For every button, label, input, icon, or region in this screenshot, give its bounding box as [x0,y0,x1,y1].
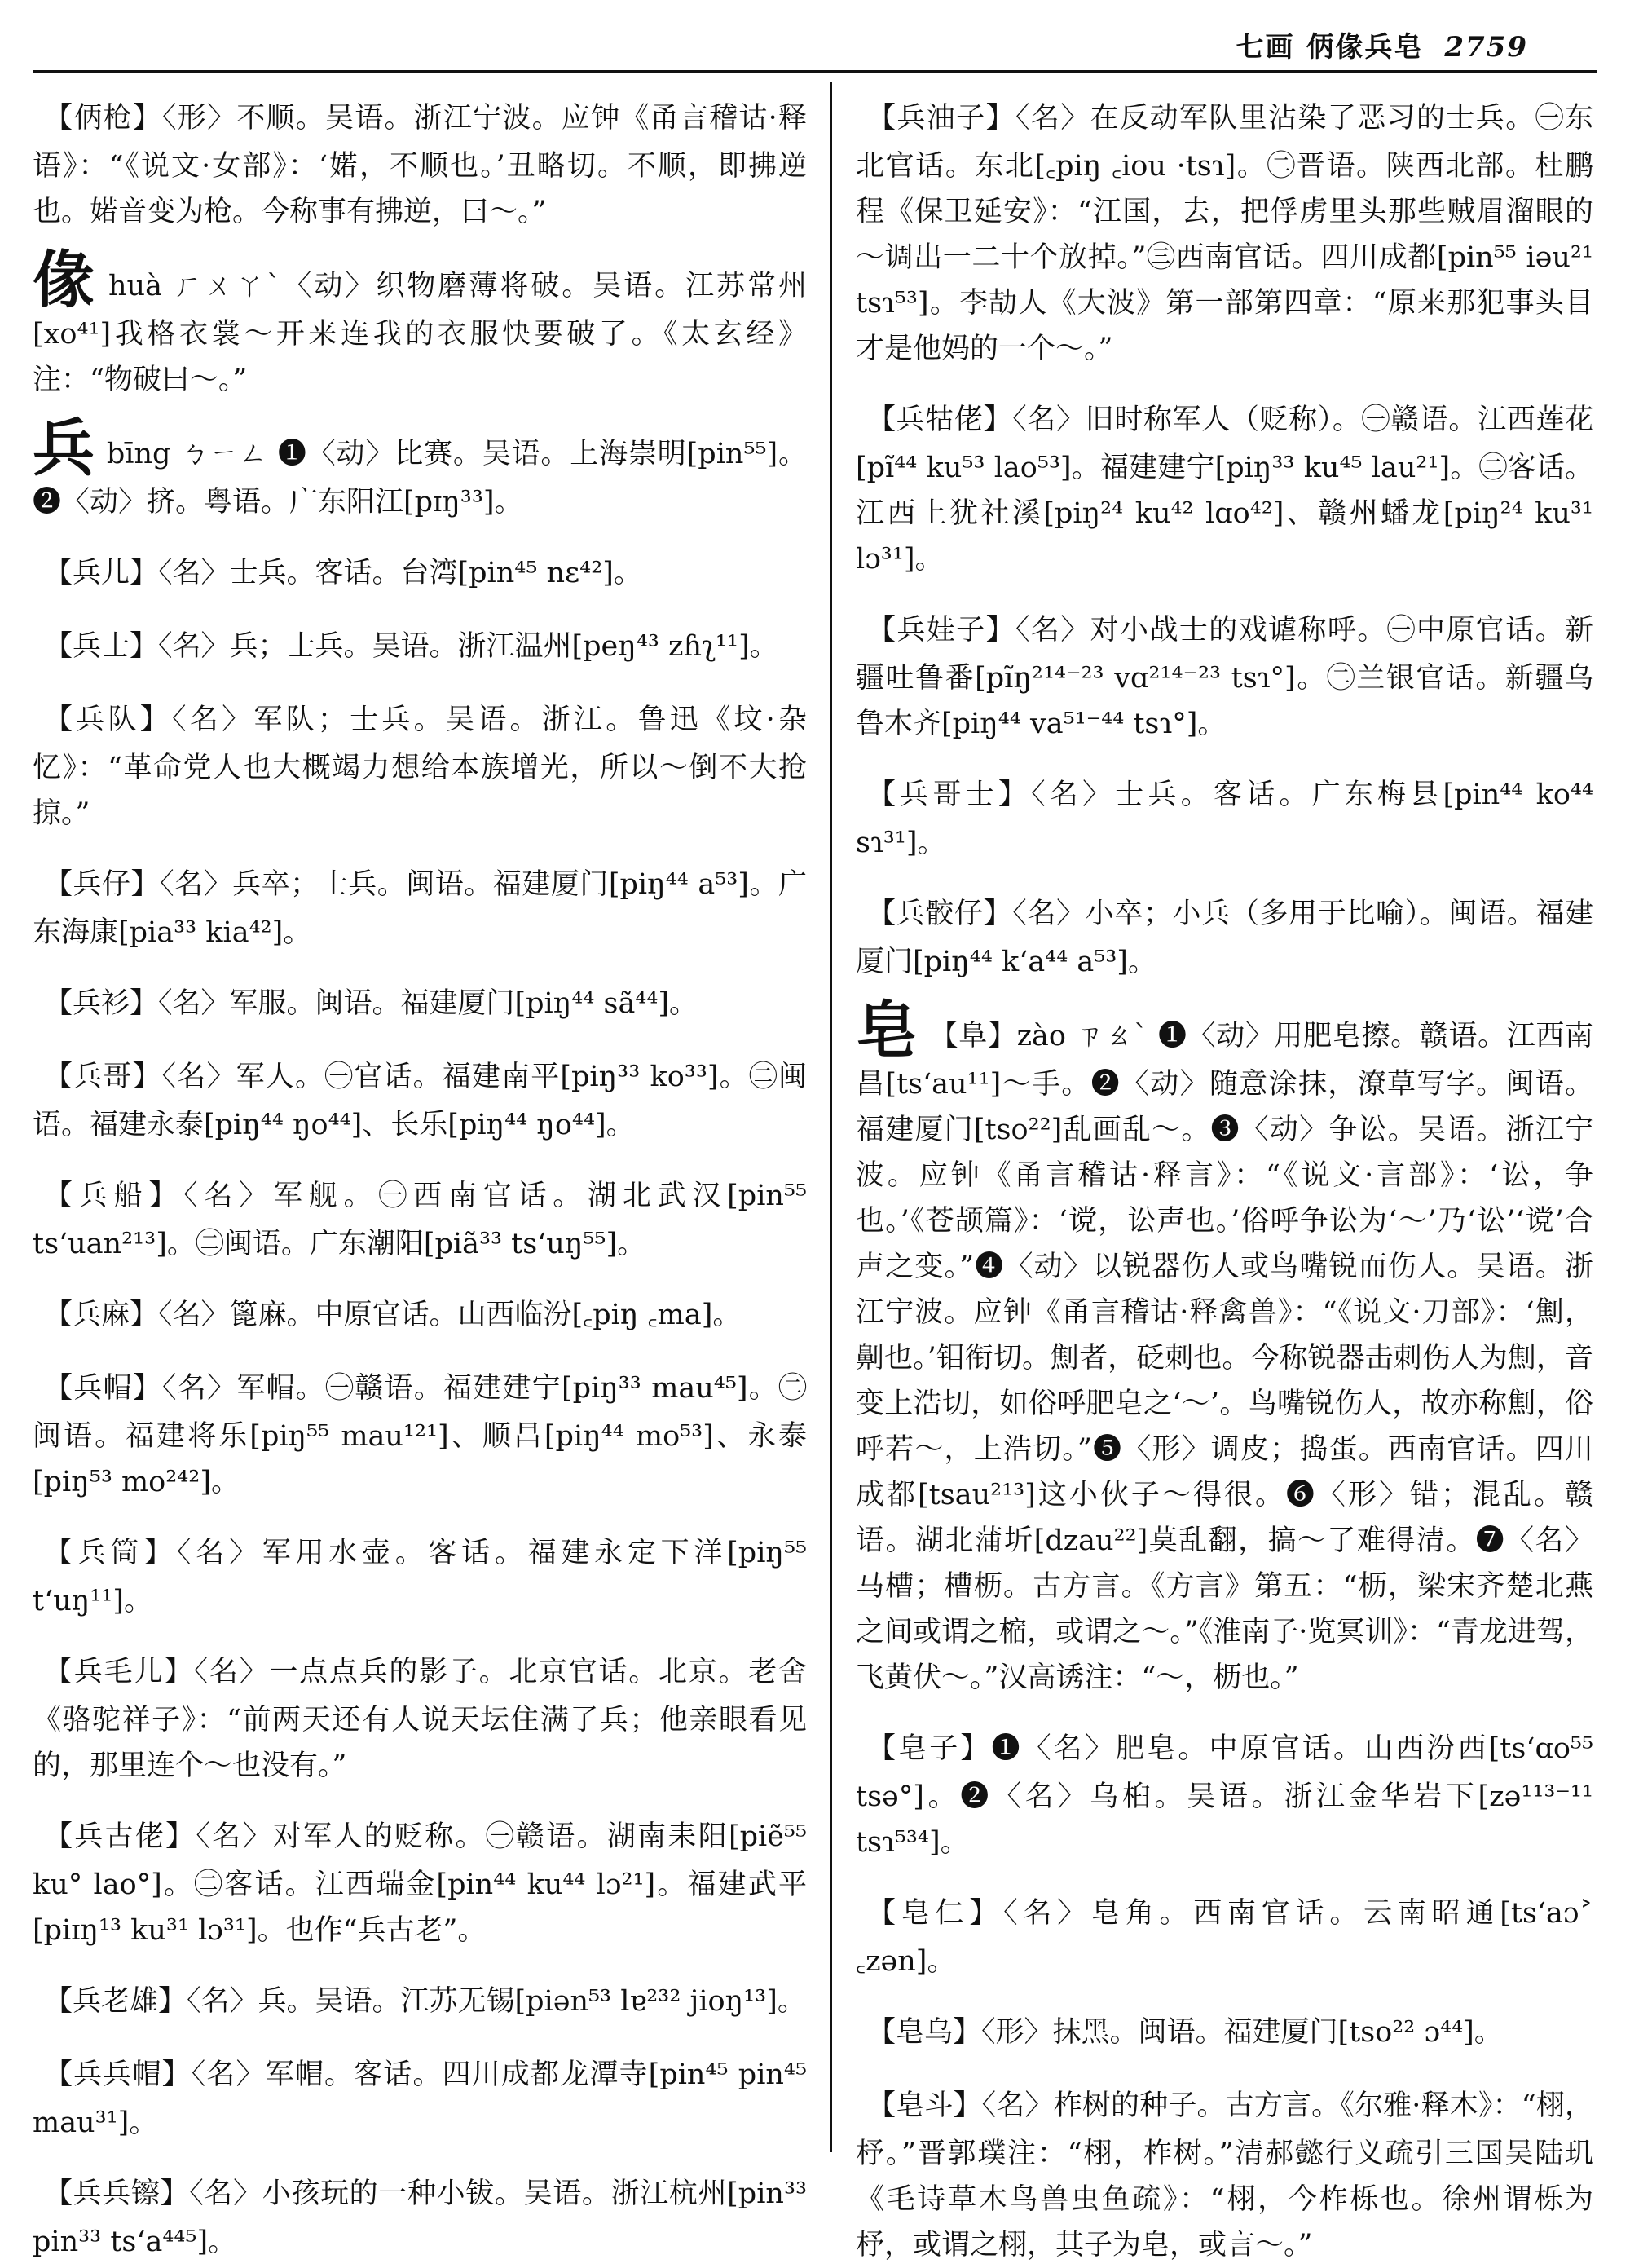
entry [33,1800,807,1953]
entry-text: 【兵兵镲】〈名〉小孩玩的一种小钹。吴语。浙江杭州[pin³³ pin³³ tsʻa⁴⁴⁵]。 [33,2178,807,2258]
entry-text: 【兵哥士】〈名〉士兵。客话。广东梅县[pin⁴⁴ ko⁴⁴ sɿ³¹]。 [856,779,1593,859]
right-column [856,82,1594,2261]
entry-text: 【兵仔】〈名〉兵卒；士兵。闽语。福建厦门[piŋ⁴⁴ a⁵³]。广东海康[pia³³ kia⁴²]。 [33,868,807,949]
entry-text: 【兵牯佬】〈名〉旧时称军人（贬称）。㊀赣语。江西莲花[pĩ⁴⁴ ku⁵³ lao⁵³]。福建建宁[piŋ³³ ku⁴⁵ lau²¹]。㊁客话。江西上犹社溪[piŋ²⁴ ku⁴² lɑo⁴²]、赣州蟠龙[piŋ²⁴ ku³¹ lɔ³¹]。 [856,404,1593,576]
page-number: 2759 [1444,31,1528,64]
entry [33,1965,807,2027]
entry-text: 【皂乌】〈形〉抹黑。闽语。福建厦门[tso²² ɔ⁴⁴]。 [867,2016,1503,2049]
entry-text: 【㑂枪】〈形〉不顺。吴语。浙江宁波。应钟《甬言稽诂·释语》：“《说文·女部》：‘婼，不顺也。’丑略切。不顺，即拂逆也。婼音变为枪。今称事有拂逆，曰～。” [33,102,807,228]
entry-text: 【兵娃子】〈名〉对小战士的戏谑称呼。㊀中原官话。新疆吐鲁番[pĩŋ²¹⁴⁻²³ vɑ²¹⁴⁻²³ tsɿ°]。㊁兰银官话。新疆乌鲁木齐[piŋ⁴⁴ va⁵¹⁻⁴⁴ tsɿ°]。 [856,614,1593,740]
entry-text: 【兵儿】〈名〉士兵。客话。台湾[pin⁴⁵ nɛ⁴²]。 [44,557,642,589]
entry [33,1635,807,1789]
entry-text: 【兵士】〈名〉兵；士兵。吴语。浙江温州[peŋ⁴³ zɦʅ¹¹]。 [44,630,778,663]
entry-text: 【兵船】〈名〉军舰。㊀西南官话。湖北武汉[pin⁵⁵ tsʻuan²¹³]。㊁闽语。广东潮阳[piã³³ tsʻuŋ⁵⁵]。 [33,1180,807,1260]
head-character: 㑰 [33,244,97,316]
entry [856,1712,1593,1865]
entry-text: 【兵油子】〈名〉在反动军队里沾染了恶习的士兵。㊀东北官话。东北[꜀piŋ ꜀iou ·tsɿ]。㊁晋语。陕西北部。杜鹏程《保卫延安》：“江国，去，把俘虏里头那些贼眉溜眼的～调出一二十个放掉。”㊂西南官话。四川成都[pin⁵⁵ iəu²¹ tsɿ⁵³]。李劼人《大波》第一部第四章：“原来那犯事头目才是他妈的一个～。” [856,102,1593,365]
column-divider [830,82,832,2152]
entry-text: 【兵哥】〈名〉军人。㊀官话。福建南平[piŋ³³ ko³³]。㊁闽语。福建永泰[piŋ⁴⁴ ŋo⁴⁴]、长乐[piŋ⁴⁴ ŋo⁴⁴]。 [33,1061,807,1141]
entry-text: 【兵骹仔】〈名〉小卒；小兵（多用于比喻）。闽语。福建厦门[piŋ⁴⁴ kʻa⁴⁴ a⁵³]。 [856,898,1593,978]
entry [33,536,807,598]
entry-text: 【兵帽】〈名〉军帽。㊀赣语。福建建宁[piŋ³³ mau⁴⁵]。㊁闽语。福建将乐[piŋ⁵⁵ mau¹²¹]、顺昌[piŋ⁴⁴ mo⁵³]、永泰[piŋ⁵³ mo²⁴²]。 [33,1372,807,1498]
entry [856,758,1593,866]
entry-text: 【兵麻】〈名〉篦麻。中原官话。山西临汾[꜀piŋ ꜀ma]。 [44,1299,742,1331]
entry [33,82,807,235]
entry [33,848,807,955]
entry [856,82,1593,372]
page-header [33,16,1597,73]
entry [33,1516,807,1624]
entry-text: 【兵兵帽】〈名〉军帽。客话。四川成都龙潭寺[pin⁴⁵ pin⁴⁵ mau³¹]。 [33,2058,807,2139]
entry [856,994,1594,1701]
entry [33,244,808,403]
entry-text: 【兵衫】〈名〉军服。闽语。福建厦门[piŋ⁴⁴ sã⁴⁴]。 [44,987,698,1020]
entry-text: 【阜】zào ㄗㄠˋ ❶〈动〉用肥皂擦。赣语。江西南昌[tsʻau¹¹]～手。❷〈动〉随意涂抹，潦草写字。闽语。福建厦门[tso²²]乱画乱～。❸〈动〉争讼。吴语。浙江宁波。应钟《甬言稽诂·释言》：“《说文·言部》：‘讼，争也。’《苍颉篇》：‘谠，讼声也。’俗呼争讼为‘～’乃‘讼’‘谠’合声之变。”❹〈动〉以锐器伤人或鸟嘴锐而伤人。吴语。浙江宁波。应钟《甬言稽诂·释禽兽》：“《说文·刀部》：‘劁，劓也。’钼衔切。劁者，砭刺也。今称锐器击刺伤人为劁，音变上浩切，如俗呼肥皂之‘～’。鸟嘴锐伤人，故亦称劁，俗呼若～，上浩切。”❺〈形〉调皮；捣蛋。西南官话。四川成都[tsau²¹³]这小伙子～得很。❻〈形〉错；混乱。赣语。湖北蒲圻[dzau²²]莫乱翻，搞～了难得清。❼〈名〉马槽；槽枥。古方言。《方言》第五：“枥，梁宋齐楚北燕之间或谓之樎，或谓之～。”《淮南子·览冥训》：“青龙进驾，飞黄伏～。”汉高诱注：“～，枥也。” [856,1020,1594,1694]
head-character: 兵 [33,412,95,484]
left-column [33,82,808,2258]
entry [856,1996,1593,2058]
entry [856,2069,1593,2268]
head-character: 皂 [856,994,919,1066]
entry-text: 【兵老雄】〈名〉兵。吴语。江苏无锡[piən⁵³ lɐ²³² jioŋ¹³]。 [44,1985,806,2018]
entry [33,610,807,672]
entry-text: 【兵古佬】〈名〉对军人的贬称。㊀赣语。湖南耒阳[piẽ⁵⁵ ku° lao°]。㊁客话。江西瑞金[pin⁴⁴ ku⁴⁴ lɔ²¹]。福建武平[piɪŋ¹³ ku³¹ lɔ³¹]。也作“兵古老”。 [33,1820,807,1947]
entry [856,383,1593,582]
entry-text: bīng ㄅㄧㄥ ❶〈动〉比赛。吴语。上海崇明[pin⁵⁵]。❷〈动〉挤。粤语。广东阳江[pɪŋ³³]。 [33,438,807,518]
entry [33,1040,807,1148]
entry [856,593,1593,747]
running-head [1236,24,1528,64]
entry [33,967,807,1029]
entry-text: 【兵队】〈名〉军队；士兵。吴语。浙江。鲁迅《坟·杂忆》：“革命党人也大概竭力想给本族增光，所以～倒不大抢掠。” [33,704,807,830]
entry [856,877,1593,985]
entry [33,2157,807,2265]
section-label: 七画 㑂㑰兵皂 [1236,31,1424,64]
entry [33,412,807,525]
header-rule [33,70,1597,73]
entry [33,1278,807,1340]
entry [33,683,807,836]
entry-text: 【皂仁】〈名〉皂角。西南官话。云南昭通[tsʻaɔ˃ ꜀zən]。 [856,1897,1593,1978]
entry [856,1877,1593,1984]
entry-text: 【兵毛儿】〈名〉一点点兵的影子。北京官话。北京。老舍《骆驼祥子》：“前两天还有人说天坛住满了兵；他亲眼看见的，那里连个～也没有。” [33,1656,807,1782]
entry [33,1159,807,1267]
entry-text: 【皂子】❶〈名〉肥皂。中原官话。山西汾西[tsʻɑo⁵⁵ tsə°]。❷〈名〉乌桕。吴语。浙江金华岩下[zə¹¹³⁻¹¹ tsɿ⁵³⁴]。 [856,1732,1593,1859]
entry-text: 【兵筒】〈名〉军用水壶。客话。福建永定下洋[piŋ⁵⁵ tʻuŋ¹¹]。 [33,1537,807,1617]
entry-text: huà ㄏㄨㄚˋ〈动〉织物磨薄将破。吴语。江苏常州[xo⁴¹]我格衣裳～开来连我的衣服快要破了。《太玄经》注：“物破曰～。” [33,270,808,396]
entry [33,1352,807,1505]
entry-text: 【皂斗】〈名〉柞树的种子。古方言。《尔雅·释木》：“栩，杼。”晋郭璞注：“栩，柞树。”清郝懿行义疏引三国吴陆玑《毛诗草木鸟兽虫鱼疏》：“栩，今柞栎也。徐州谓栎为杼，或谓之栩，其子为皂，或言～。” [856,2089,1593,2261]
entry [33,2038,807,2146]
